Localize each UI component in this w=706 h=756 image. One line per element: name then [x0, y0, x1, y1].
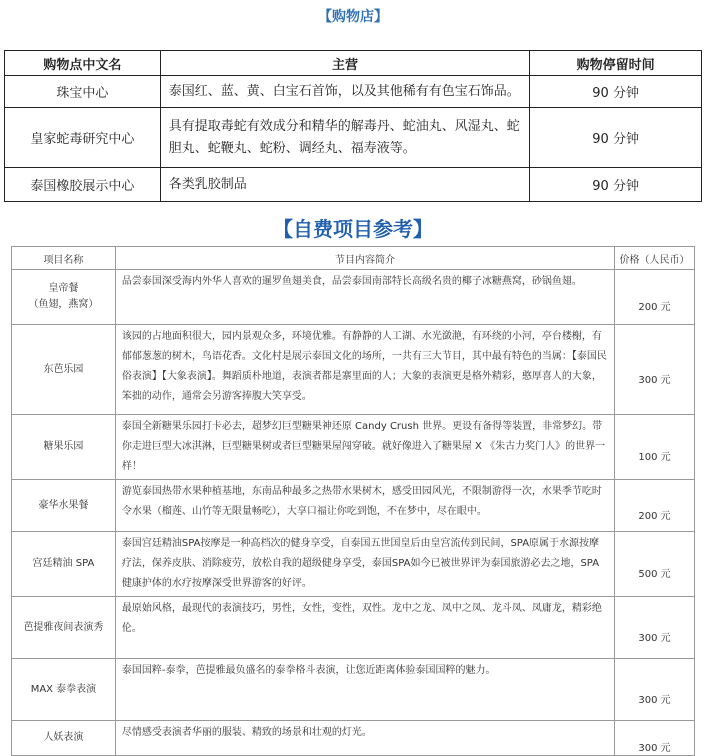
item-price: 500 元 [615, 532, 695, 597]
item-desc: 泰国全新糖果乐园打卡必去，超梦幻巨型糖果神还原 Candy Crush 世界。更设有备得等装置，非常梦幻。带你走进巨型大冰淇淋，巨型糖果树或者巨型糖果屋闯穿破。就好像进入了糖果屋 X 《朱古力奖门人》的世界一样！ [115, 415, 614, 480]
shop-table [4, 50, 702, 202]
column-header: 购物停留时间 [530, 51, 702, 76]
item-desc: 泰国宫廷精油SPA按摩是一种高档次的健身享受，自泰国五世国皇后由皇宫流传到民间，SPA原属于水源按摩疗法，保养皮肤、消除疲劳，放松自我的超级健身享受，泰国SPA如今已被世界评为泰国旅游必去之地，SPA健康护体的水疗按摩深受世界游客的好评。 [115, 532, 614, 597]
item-desc: 该园的占地面积很大，园内景观众多，环境优雅。有静静的人工湖、水光潋滟，有环绕的小河，亭台楼榭，有郁郁葱葱的树木，鸟语花香。文化村是展示泰国文化的场所，一共有三大节目，其中最有特色的当属：【泰国民俗表演】【大象表演】。舞蹈质朴地道，表演者都是寨里面的人；大象的表演更是格外精彩，憨厚喜人的大象，笨拙的动作，通常会另游客捧腹大笑享受。 [115, 325, 614, 415]
item-name: 糖果乐园 [12, 415, 116, 480]
item-name: 宫廷精油 SPA [12, 532, 116, 597]
table-row [12, 270, 695, 325]
table-row [12, 597, 695, 659]
item-price: 300 元 [615, 721, 695, 756]
table-row [5, 108, 702, 168]
shop-time: 90 分钟 [530, 108, 702, 168]
table-row [5, 168, 702, 202]
shop-main: 具有提取毒蛇有效成分和精华的解毒丹、蛇油丸、风湿丸、蛇胆丸、蛇鞭丸、蛇粉、调经丸、福寿液等。 [160, 108, 529, 168]
shop-main: 泰国红、蓝、黄、白宝石首饰，以及其他稀有有色宝石饰品。 [160, 76, 529, 108]
shop-name: 皇家蛇毒研究中心 [5, 108, 161, 168]
column-header: 购物点中文名 [5, 51, 161, 76]
item-desc: 泰国国粹-泰拳，芭提雅最负盛名的泰拳格斗表演，让您近距离体验泰国国粹的魅力。 [115, 659, 614, 721]
item-price: 100 元 [615, 415, 695, 480]
item-price: 300 元 [615, 597, 695, 659]
column-header: 主营 [160, 51, 529, 76]
item-subtitle: （鱼翅，燕窝） [28, 299, 99, 310]
item-price: 300 元 [615, 325, 695, 415]
item-price: 200 元 [615, 270, 695, 325]
column-header: 节目内容简介 [115, 247, 614, 270]
item-name: MAX 泰拳表演 [12, 659, 116, 721]
table-row [12, 325, 695, 415]
shop-name: 泰国橡胶展示中心 [5, 168, 161, 202]
table-row [12, 659, 695, 721]
shop-time: 90 分钟 [530, 168, 702, 202]
item-name: 豪华水果餐 [12, 480, 116, 532]
item-desc: 品尝泰国深受海内外华人喜欢的暹罗鱼翅美食，品尝泰国南部特长高级名贵的椰子冰糖燕窝，砂锅鱼翅。 [115, 270, 614, 325]
shop-main: 各类乳胶制品 [160, 168, 529, 202]
self-pay-table [11, 246, 695, 756]
table-row [12, 532, 695, 597]
table-row [5, 76, 702, 108]
table-row [12, 415, 695, 480]
item-name: 芭提雅夜间表演秀 [12, 597, 116, 659]
column-header: 项目名称 [12, 247, 116, 270]
item-price: 300 元 [615, 659, 695, 721]
column-header: 价格（人民币） [615, 247, 695, 270]
item-desc: 最原始风格，最现代的表演技巧，男性，女性，变性，双性。龙中之龙、凤中之凤、龙斗凤、凤庸龙，精彩绝伦。 [115, 597, 614, 659]
table-row [12, 721, 695, 756]
item-desc: 尽情感受表演者华丽的服装、精致的场景和壮观的灯光。 [115, 721, 614, 756]
shop-section-title: 【购物店】 [318, 9, 388, 25]
table-header-row [5, 51, 702, 76]
item-name-cell [12, 270, 116, 325]
table-header-row [12, 247, 695, 270]
item-name: 皇帝餐 [48, 283, 79, 294]
shop-time: 90 分钟 [530, 76, 702, 108]
item-name: 人妖表演 [12, 721, 116, 756]
item-desc: 游览泰国热带水果种植基地，东南品种最多之热带水果树木，感受田园风光，不限制游得一次，水果季节吃时令水果（榴莲、山竹等无限量畅吃），大享口福让你吃到饱，不在梦中，尽在眼中。 [115, 480, 614, 532]
shop-name: 珠宝中心 [5, 76, 161, 108]
item-name: 东芭乐园 [12, 325, 116, 415]
table-row [12, 480, 695, 532]
self-pay-section-title: 【自费项目参考】 [273, 217, 433, 241]
item-price: 200 元 [615, 480, 695, 532]
